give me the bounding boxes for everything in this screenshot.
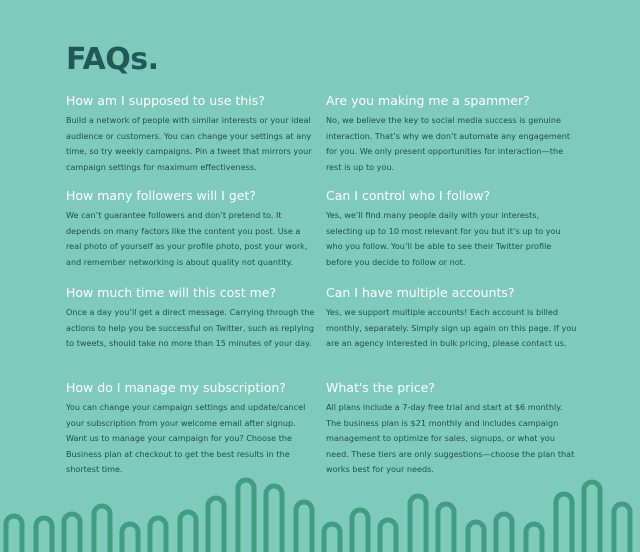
arch-bar: [556, 494, 572, 552]
faq-answer: You can change your campaign settings and update/cancel your subscription from your welcome email after signup. Want us to manage your campaign for you? Choose the Business plan at checkout to get the best results in the shortest time.: [66, 402, 306, 475]
arch-bar: [584, 482, 600, 552]
faq-item: [326, 380, 578, 478]
arch-bar: [410, 496, 426, 552]
arch-bar: [380, 520, 396, 552]
arch-bar: [94, 506, 110, 552]
arch-bar: [296, 502, 312, 552]
arch-bar: [64, 514, 80, 552]
arch-bar: [122, 524, 138, 552]
faq-answer: No, we believe the key to social media success is genuine interaction. That’s why we don’t automate any engagement for you. We only present opportunities for interaction—the rest is up to you.: [326, 115, 571, 172]
arch-bar: [352, 510, 368, 552]
faq-answer: All plans include a 7-day free trial and start at $6 monthly. The business plan is $21 monthly and includes campaign management to optimize for sales, signups, or what you need. These tiers are only suggestions—choose the plan that works best for your needs.: [326, 402, 575, 475]
faq-question: Can I control who I follow?: [326, 188, 491, 203]
faq-question: How much time will this cost me?: [66, 285, 277, 300]
faq-answer: Build a network of people with similar interests or your ideal audience or customers. You can change your settings at any time, so try weekly campaigns. Pin a tweet that mirrors your campaign settings for maximum effectiveness.: [66, 115, 312, 172]
faq-item: [326, 93, 578, 175]
faq-answer: We can’t guarantee followers and don’t pretend to. It depends on many factors like the content you post. Use a real photo of yourself as your profile photo, post your work, and remember networking is about quality not quantity.: [66, 210, 308, 267]
faq-question: Can I have multiple accounts?: [326, 285, 515, 300]
faq-answer: Yes, we’ll find many people daily with your interests, selecting up to 10 most relevant for you but it’s up to you who you follow. You’ll be able to see their Twitter profile before you decide to follow or not.: [326, 210, 561, 267]
faq-item: [326, 188, 578, 270]
arch-bar: [526, 524, 542, 552]
faq-answer: Yes, we support multiple accounts! Each account is billed monthly, separately. Simply sign up again on this page. If you are an agency interested in bulk pricing, please contact us.: [326, 307, 577, 349]
arch-bar: [180, 512, 196, 552]
faq-question: How am I supposed to use this?: [66, 93, 265, 108]
faq-question: How many followers will I get?: [66, 188, 256, 203]
faq-answer: Once a day you’ll get a direct message. Carrying through the actions to help you be successful on Twitter, such as replying to tweets, should take no more than 15 minutes of your day.: [66, 307, 315, 349]
arch-bar: [266, 486, 282, 552]
arch-bar: [238, 480, 254, 552]
arch-bar: [324, 524, 340, 552]
faq-question: What's the price?: [326, 380, 435, 395]
arch-bar: [208, 498, 224, 552]
arch-bar: [614, 504, 630, 552]
arch-bar: [468, 522, 484, 552]
decorative-arches: [0, 470, 640, 552]
faq-question: How do I manage my subscription?: [66, 380, 286, 395]
faq-item: [326, 285, 578, 352]
arch-bar: [6, 516, 22, 552]
arch-bar: [150, 518, 166, 552]
arch-bar: [496, 514, 512, 552]
faq-item: [66, 188, 318, 270]
faq-item: [66, 380, 318, 478]
faq-question: Are you making me a spammer?: [326, 93, 530, 108]
page-title: FAQs.: [66, 42, 159, 77]
faq-item: [66, 285, 318, 352]
arch-bar: [36, 518, 52, 552]
faq-item: [66, 93, 318, 175]
arch-bar: [438, 504, 454, 552]
